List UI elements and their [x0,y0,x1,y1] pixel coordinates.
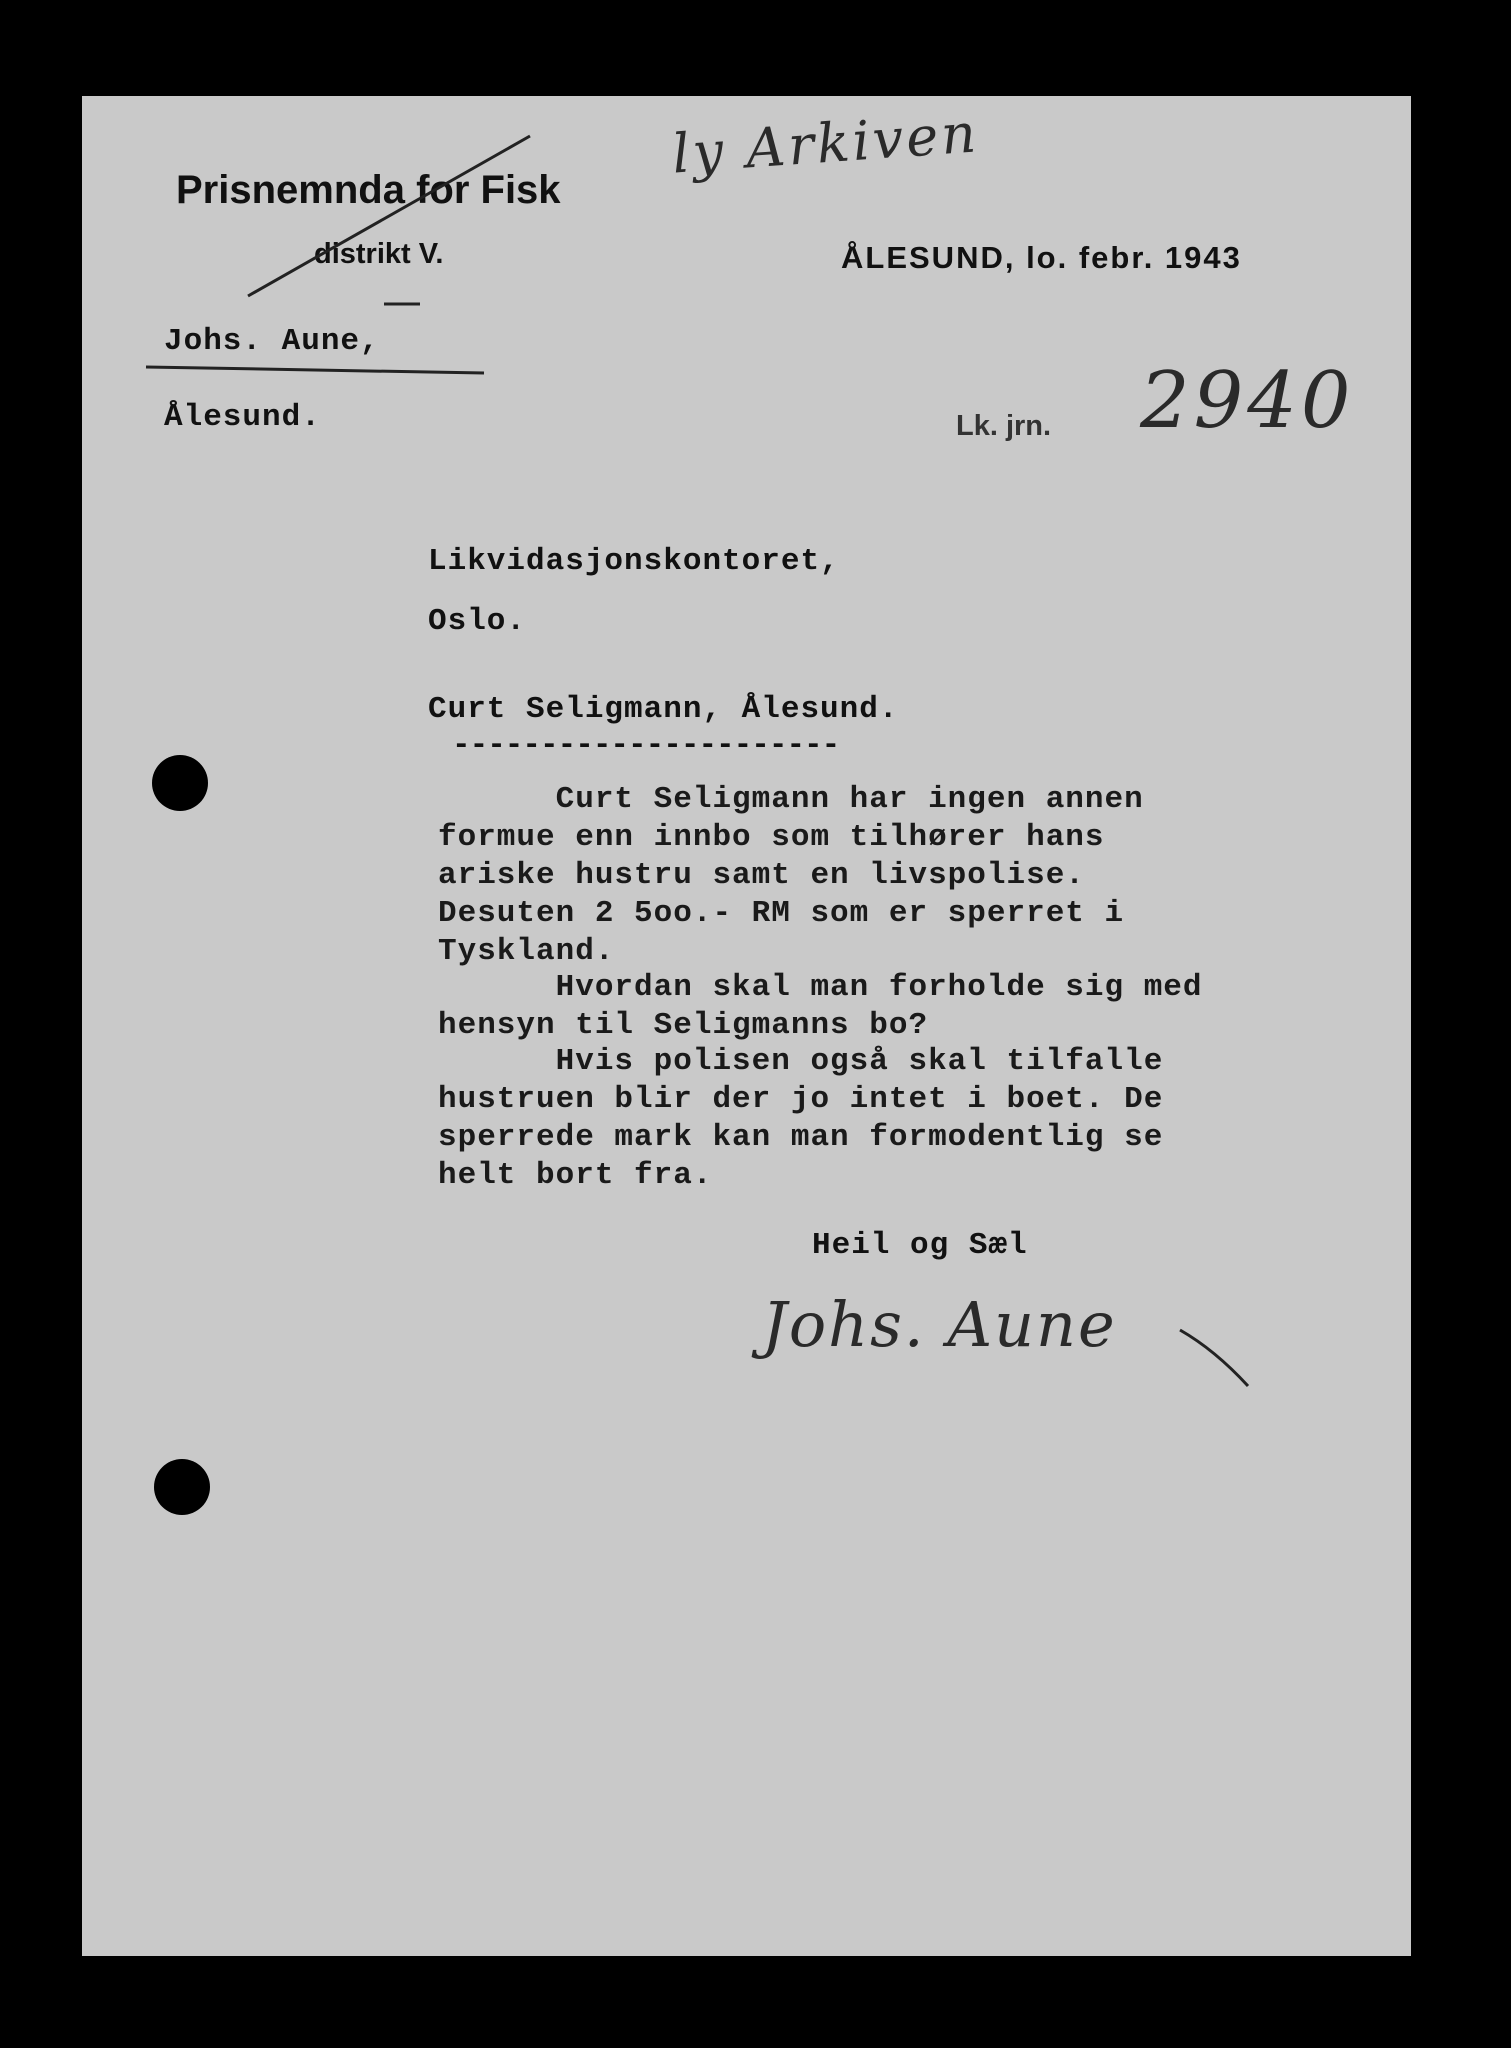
journal-prefix: Lk. jrn. [956,410,1052,442]
letterhead-org-name: Prisnemnda for Fisk [176,168,561,212]
body-line: Desuten 2 5oo.- RM som er sperret i [438,896,1125,931]
handwritten-note: ly Arkiven [670,101,981,186]
sender-city: Ålesund. [164,400,321,435]
recipient-city: Oslo. [428,604,527,639]
place-date: ÅLESUND, lo. febr. 1943 [841,240,1242,275]
letterhead-district: distrikt V. [314,238,444,270]
body-line: formue enn innbo som tilhører hans [438,820,1105,855]
body-line: hustruen blir der jo intet i boet. De [438,1082,1164,1117]
closing-salutation: Heil og Sæl [812,1228,1028,1263]
sender-name: Johs. Aune, [164,324,380,359]
subject-line: Curt Seligmann, Ålesund. [428,692,899,727]
body-line: Tyskland. [438,934,615,969]
signature: Johs. Aune [762,1288,1117,1361]
body-line: Curt Seligmann har ingen annen [438,782,1144,817]
body-line: ariske hustru samt en livspolise. [438,858,1085,893]
body-line: sperrede mark kan man formodentlig se [438,1120,1164,1155]
journal-number: 2940 [1140,356,1355,446]
subject-underline: ---------------------- [452,728,840,763]
body-line: helt bort fra. [438,1158,713,1193]
recipient-office: Likvidasjonskontoret, [428,544,840,579]
body-line: Hvis polisen også skal tilfalle [438,1044,1164,1079]
body-line: hensyn til Seligmanns bo? [438,1008,929,1043]
body-line: Hvordan skal man forholde sig med [438,970,1203,1005]
